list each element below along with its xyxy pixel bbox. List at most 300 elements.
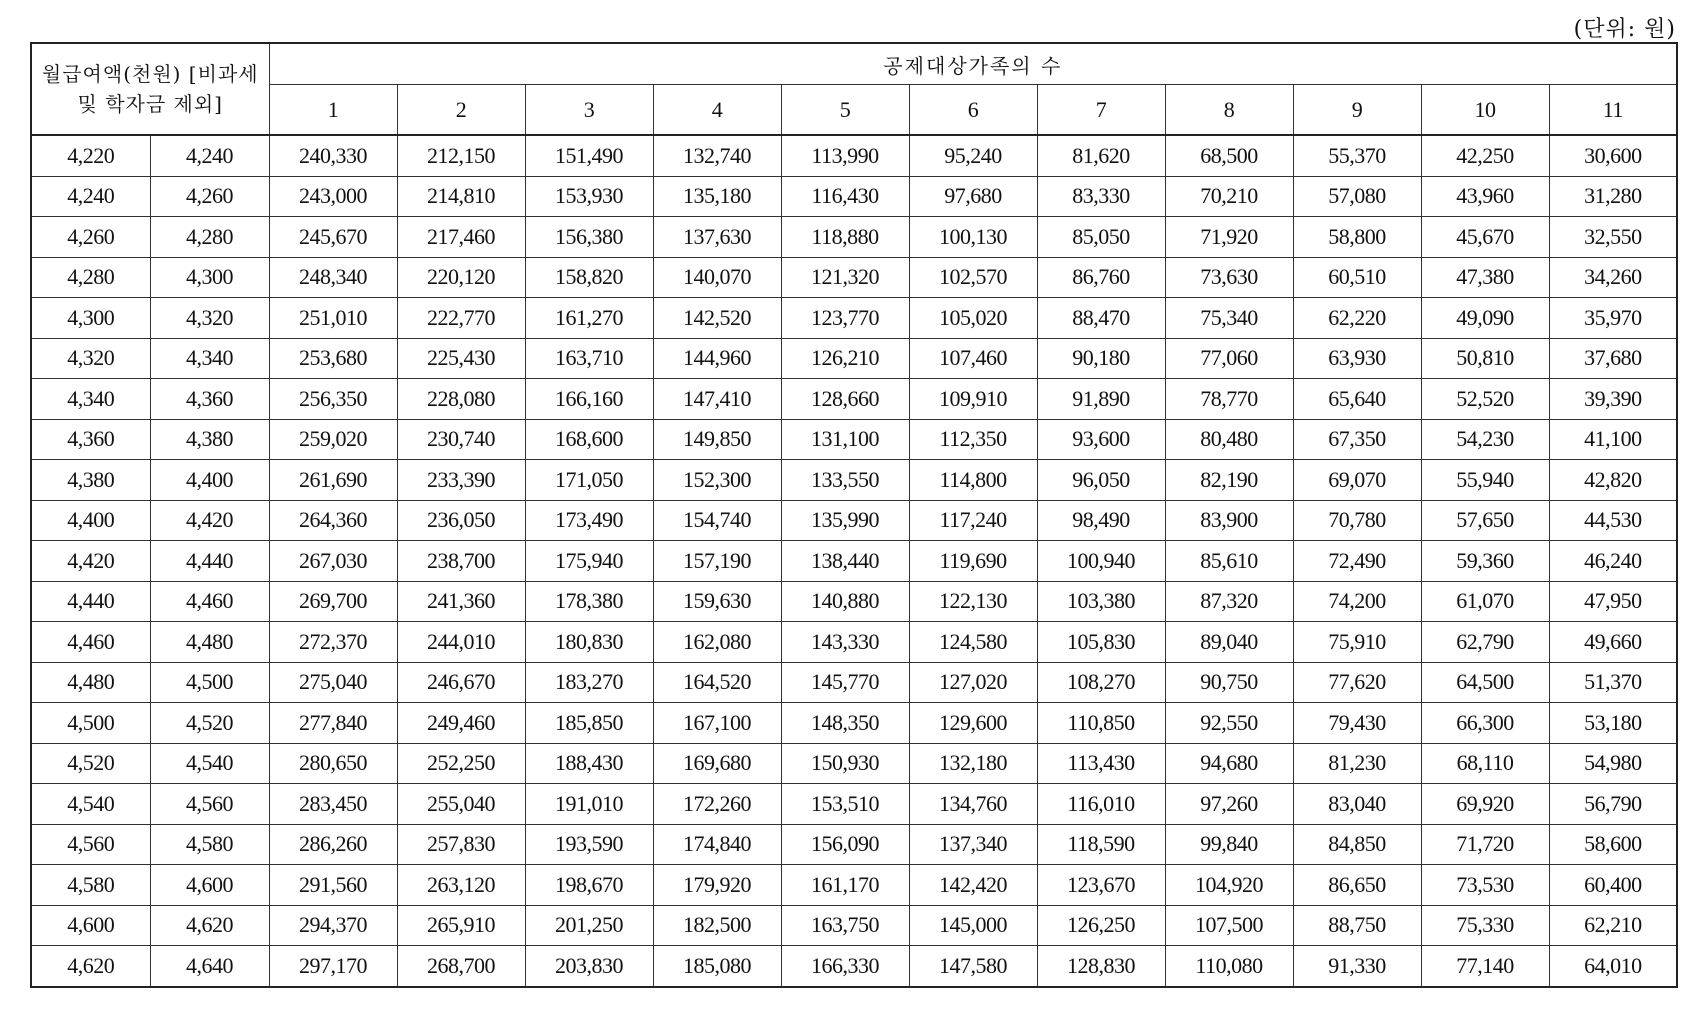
tax-amount-cell: 151,490: [525, 135, 653, 176]
income-from-cell: 4,380: [31, 460, 150, 501]
table-row: [31, 824, 1677, 865]
tax-amount-cell: 142,520: [653, 298, 781, 339]
family-count-8: 8: [1165, 85, 1293, 136]
tax-amount-cell: 198,670: [525, 865, 653, 906]
tax-amount-cell: 56,790: [1549, 784, 1677, 825]
family-count-3: 3: [525, 85, 653, 136]
tax-amount-cell: 126,210: [781, 338, 909, 379]
income-from-cell: 4,520: [31, 743, 150, 784]
tax-amount-cell: 182,500: [653, 905, 781, 946]
tax-amount-cell: 131,100: [781, 419, 909, 460]
tax-amount-cell: 156,090: [781, 824, 909, 865]
income-from-cell: 4,400: [31, 500, 150, 541]
tax-amount-cell: 75,340: [1165, 298, 1293, 339]
table-row: [31, 622, 1677, 663]
tax-amount-cell: 100,940: [1037, 541, 1165, 582]
tax-amount-cell: 60,510: [1293, 257, 1421, 298]
tax-amount-cell: 83,330: [1037, 176, 1165, 217]
tax-amount-cell: 49,090: [1421, 298, 1549, 339]
income-from-cell: 4,420: [31, 541, 150, 582]
income-to-cell: 4,420: [150, 500, 269, 541]
tax-amount-cell: 75,330: [1421, 905, 1549, 946]
tax-amount-cell: 163,750: [781, 905, 909, 946]
tax-amount-cell: 97,680: [909, 176, 1037, 217]
tax-amount-cell: 153,930: [525, 176, 653, 217]
tax-amount-cell: 159,630: [653, 581, 781, 622]
tax-amount-cell: 236,050: [397, 500, 525, 541]
tax-amount-cell: 161,270: [525, 298, 653, 339]
tax-amount-cell: 118,880: [781, 217, 909, 258]
tax-amount-cell: 49,660: [1549, 622, 1677, 663]
tax-amount-cell: 147,410: [653, 379, 781, 420]
tax-amount-cell: 64,010: [1549, 946, 1677, 987]
table-row: [31, 500, 1677, 541]
family-count-4: 4: [653, 85, 781, 136]
tax-amount-cell: 149,850: [653, 419, 781, 460]
tax-amount-cell: 58,800: [1293, 217, 1421, 258]
tax-amount-cell: 88,470: [1037, 298, 1165, 339]
tax-amount-cell: 71,920: [1165, 217, 1293, 258]
tax-amount-cell: 69,070: [1293, 460, 1421, 501]
tax-amount-cell: 169,680: [653, 743, 781, 784]
tax-amount-cell: 253,680: [269, 338, 397, 379]
tax-amount-cell: 252,250: [397, 743, 525, 784]
tax-amount-cell: 135,180: [653, 176, 781, 217]
family-count-header: 공제대상가족의 수: [269, 43, 1677, 85]
family-count-11: 11: [1549, 85, 1677, 136]
tax-amount-cell: 161,170: [781, 865, 909, 906]
tax-amount-cell: 171,050: [525, 460, 653, 501]
tax-amount-cell: 222,770: [397, 298, 525, 339]
tax-amount-cell: 173,490: [525, 500, 653, 541]
income-from-cell: 4,240: [31, 176, 150, 217]
income-to-cell: 4,500: [150, 662, 269, 703]
tax-amount-cell: 35,970: [1549, 298, 1677, 339]
family-count-5: 5: [781, 85, 909, 136]
tax-amount-cell: 69,920: [1421, 784, 1549, 825]
tax-amount-cell: 142,420: [909, 865, 1037, 906]
tax-amount-cell: 60,400: [1549, 865, 1677, 906]
tax-amount-cell: 108,270: [1037, 662, 1165, 703]
tax-amount-cell: 162,080: [653, 622, 781, 663]
tax-amount-cell: 51,370: [1549, 662, 1677, 703]
tax-amount-cell: 100,130: [909, 217, 1037, 258]
tax-amount-cell: 185,080: [653, 946, 781, 987]
tax-amount-cell: 42,820: [1549, 460, 1677, 501]
tax-amount-cell: 140,070: [653, 257, 781, 298]
tax-amount-cell: 95,240: [909, 135, 1037, 176]
tax-amount-cell: 77,140: [1421, 946, 1549, 987]
table-row: [31, 217, 1677, 258]
tax-amount-cell: 145,770: [781, 662, 909, 703]
tax-amount-cell: 94,680: [1165, 743, 1293, 784]
tax-amount-cell: 42,250: [1421, 135, 1549, 176]
income-from-cell: 4,540: [31, 784, 150, 825]
tax-amount-cell: 157,190: [653, 541, 781, 582]
tax-amount-cell: 107,460: [909, 338, 1037, 379]
tax-amount-cell: 230,740: [397, 419, 525, 460]
tax-amount-cell: 128,660: [781, 379, 909, 420]
table-row: [31, 905, 1677, 946]
tax-amount-cell: 168,600: [525, 419, 653, 460]
tax-amount-cell: 46,240: [1549, 541, 1677, 582]
tax-amount-cell: 144,960: [653, 338, 781, 379]
tax-amount-cell: 277,840: [269, 703, 397, 744]
tax-amount-cell: 172,260: [653, 784, 781, 825]
tax-amount-cell: 47,950: [1549, 581, 1677, 622]
tax-amount-cell: 79,430: [1293, 703, 1421, 744]
tax-amount-cell: 63,930: [1293, 338, 1421, 379]
tax-amount-cell: 77,620: [1293, 662, 1421, 703]
table-body: [31, 135, 1677, 987]
tax-amount-cell: 68,500: [1165, 135, 1293, 176]
tax-amount-cell: 175,940: [525, 541, 653, 582]
tax-amount-cell: 248,340: [269, 257, 397, 298]
income-to-cell: 4,240: [150, 135, 269, 176]
tax-amount-cell: 257,830: [397, 824, 525, 865]
unit-note: (단위: 원): [1573, 17, 1676, 42]
family-count-row: [31, 85, 1677, 136]
tax-amount-cell: 54,230: [1421, 419, 1549, 460]
tax-amount-cell: 143,330: [781, 622, 909, 663]
tax-amount-cell: 73,630: [1165, 257, 1293, 298]
tax-amount-cell: 154,740: [653, 500, 781, 541]
tax-amount-cell: 62,220: [1293, 298, 1421, 339]
family-count-1: 1: [269, 85, 397, 136]
tax-amount-cell: 145,000: [909, 905, 1037, 946]
tax-amount-cell: 39,390: [1549, 379, 1677, 420]
tax-amount-cell: 220,120: [397, 257, 525, 298]
tax-amount-cell: 97,260: [1165, 784, 1293, 825]
tax-amount-cell: 73,530: [1421, 865, 1549, 906]
tax-amount-cell: 98,490: [1037, 500, 1165, 541]
income-to-cell: 4,300: [150, 257, 269, 298]
income-from-cell: 4,360: [31, 419, 150, 460]
income-from-cell: 4,300: [31, 298, 150, 339]
income-to-cell: 4,520: [150, 703, 269, 744]
income-to-cell: 4,620: [150, 905, 269, 946]
income-to-cell: 4,480: [150, 622, 269, 663]
tax-amount-cell: 167,100: [653, 703, 781, 744]
tax-amount-cell: 71,720: [1421, 824, 1549, 865]
tax-amount-cell: 135,990: [781, 500, 909, 541]
tax-amount-cell: 156,380: [525, 217, 653, 258]
tax-amount-cell: 114,800: [909, 460, 1037, 501]
tax-amount-cell: 96,050: [1037, 460, 1165, 501]
tax-amount-cell: 193,590: [525, 824, 653, 865]
tax-amount-cell: 133,550: [781, 460, 909, 501]
tax-amount-cell: 183,270: [525, 662, 653, 703]
tax-amount-cell: 54,980: [1549, 743, 1677, 784]
tax-amount-cell: 251,010: [269, 298, 397, 339]
tax-amount-cell: 34,260: [1549, 257, 1677, 298]
tax-amount-cell: 50,810: [1421, 338, 1549, 379]
tax-amount-cell: 44,530: [1549, 500, 1677, 541]
tax-amount-cell: 121,320: [781, 257, 909, 298]
tax-amount-cell: 286,260: [269, 824, 397, 865]
table-row: [31, 743, 1677, 784]
tax-amount-cell: 249,460: [397, 703, 525, 744]
table-header: [31, 43, 1677, 135]
tax-amount-cell: 103,380: [1037, 581, 1165, 622]
tax-amount-cell: 113,430: [1037, 743, 1165, 784]
tax-amount-cell: 244,010: [397, 622, 525, 663]
tax-amount-cell: 163,710: [525, 338, 653, 379]
tax-amount-cell: 180,830: [525, 622, 653, 663]
tax-amount-cell: 150,930: [781, 743, 909, 784]
tax-amount-cell: 214,810: [397, 176, 525, 217]
tax-amount-cell: 134,760: [909, 784, 1037, 825]
tax-amount-cell: 241,360: [397, 581, 525, 622]
tax-amount-cell: 140,880: [781, 581, 909, 622]
income-to-cell: 4,460: [150, 581, 269, 622]
tax-amount-cell: 55,940: [1421, 460, 1549, 501]
tax-amount-cell: 68,110: [1421, 743, 1549, 784]
tax-amount-cell: 123,670: [1037, 865, 1165, 906]
tax-amount-cell: 61,070: [1421, 581, 1549, 622]
tax-amount-cell: 124,580: [909, 622, 1037, 663]
withholding-tax-table: [30, 42, 1678, 988]
tax-amount-cell: 113,990: [781, 135, 909, 176]
tax-amount-cell: 110,850: [1037, 703, 1165, 744]
tax-amount-cell: 246,670: [397, 662, 525, 703]
tax-amount-cell: 77,060: [1165, 338, 1293, 379]
income-from-cell: 4,280: [31, 257, 150, 298]
tax-amount-cell: 243,000: [269, 176, 397, 217]
income-from-cell: 4,320: [31, 338, 150, 379]
tax-amount-cell: 228,080: [397, 379, 525, 420]
tax-amount-cell: 59,360: [1421, 541, 1549, 582]
tax-amount-cell: 105,830: [1037, 622, 1165, 663]
tax-amount-cell: 272,370: [269, 622, 397, 663]
family-count-10: 10: [1421, 85, 1549, 136]
tax-amount-cell: 30,600: [1549, 135, 1677, 176]
tax-amount-cell: 268,700: [397, 946, 525, 987]
tax-amount-cell: 55,370: [1293, 135, 1421, 176]
income-to-cell: 4,640: [150, 946, 269, 987]
tax-amount-cell: 137,340: [909, 824, 1037, 865]
tax-amount-cell: 212,150: [397, 135, 525, 176]
tax-amount-cell: 57,650: [1421, 500, 1549, 541]
tax-amount-cell: 99,840: [1165, 824, 1293, 865]
tax-amount-cell: 92,550: [1165, 703, 1293, 744]
tax-amount-cell: 83,900: [1165, 500, 1293, 541]
tax-amount-cell: 53,180: [1549, 703, 1677, 744]
table-row: [31, 460, 1677, 501]
table-row: [31, 298, 1677, 339]
income-from-cell: 4,340: [31, 379, 150, 420]
tax-amount-cell: 294,370: [269, 905, 397, 946]
tax-amount-cell: 164,520: [653, 662, 781, 703]
tax-amount-cell: 66,300: [1421, 703, 1549, 744]
table-row: [31, 662, 1677, 703]
tax-amount-cell: 217,460: [397, 217, 525, 258]
tax-amount-cell: 37,680: [1549, 338, 1677, 379]
tax-amount-cell: 255,040: [397, 784, 525, 825]
tax-amount-cell: 179,920: [653, 865, 781, 906]
tax-amount-cell: 138,440: [781, 541, 909, 582]
income-from-cell: 4,220: [31, 135, 150, 176]
tax-amount-cell: 153,510: [781, 784, 909, 825]
tax-amount-cell: 83,040: [1293, 784, 1421, 825]
tax-amount-cell: 80,480: [1165, 419, 1293, 460]
tax-amount-cell: 203,830: [525, 946, 653, 987]
tax-amount-cell: 43,960: [1421, 176, 1549, 217]
tax-amount-cell: 47,380: [1421, 257, 1549, 298]
tax-amount-cell: 240,330: [269, 135, 397, 176]
tax-amount-cell: 267,030: [269, 541, 397, 582]
tax-amount-cell: 58,600: [1549, 824, 1677, 865]
tax-amount-cell: 238,700: [397, 541, 525, 582]
tax-amount-cell: 91,330: [1293, 946, 1421, 987]
table-row: [31, 338, 1677, 379]
income-to-cell: 4,440: [150, 541, 269, 582]
family-count-9: 9: [1293, 85, 1421, 136]
tax-amount-cell: 256,350: [269, 379, 397, 420]
tax-amount-cell: 122,130: [909, 581, 1037, 622]
tax-amount-cell: 85,610: [1165, 541, 1293, 582]
tax-amount-cell: 233,390: [397, 460, 525, 501]
income-to-cell: 4,380: [150, 419, 269, 460]
tax-amount-cell: 89,040: [1165, 622, 1293, 663]
tax-amount-cell: 123,770: [781, 298, 909, 339]
tax-amount-cell: 32,550: [1549, 217, 1677, 258]
tax-amount-cell: 117,240: [909, 500, 1037, 541]
table-row: [31, 946, 1677, 987]
table-row: [31, 784, 1677, 825]
tax-amount-cell: 291,560: [269, 865, 397, 906]
tax-amount-cell: 62,790: [1421, 622, 1549, 663]
income-to-cell: 4,280: [150, 217, 269, 258]
tax-amount-cell: 119,690: [909, 541, 1037, 582]
tax-amount-cell: 91,890: [1037, 379, 1165, 420]
tax-amount-cell: 81,620: [1037, 135, 1165, 176]
tax-amount-cell: 110,080: [1165, 946, 1293, 987]
table-row: [31, 703, 1677, 744]
tax-amount-cell: 132,740: [653, 135, 781, 176]
tax-amount-cell: 52,520: [1421, 379, 1549, 420]
table-row: [31, 135, 1677, 176]
tax-amount-cell: 297,170: [269, 946, 397, 987]
income-from-cell: 4,460: [31, 622, 150, 663]
tax-amount-cell: 280,650: [269, 743, 397, 784]
tax-amount-cell: 269,700: [269, 581, 397, 622]
income-from-cell: 4,560: [31, 824, 150, 865]
tax-amount-cell: 166,330: [781, 946, 909, 987]
income-to-cell: 4,600: [150, 865, 269, 906]
income-to-cell: 4,340: [150, 338, 269, 379]
tax-amount-cell: 90,750: [1165, 662, 1293, 703]
income-from-cell: 4,580: [31, 865, 150, 906]
table-row: [31, 581, 1677, 622]
tax-amount-cell: 104,920: [1165, 865, 1293, 906]
tax-amount-cell: 107,500: [1165, 905, 1293, 946]
income-range-header: 월급여액(천원) [비과세 및 학자금 제외]: [31, 43, 269, 135]
tax-amount-cell: 45,670: [1421, 217, 1549, 258]
table-row: [31, 541, 1677, 582]
tax-amount-cell: 148,350: [781, 703, 909, 744]
income-from-cell: 4,480: [31, 662, 150, 703]
tax-amount-cell: 105,020: [909, 298, 1037, 339]
tax-amount-cell: 93,600: [1037, 419, 1165, 460]
tax-amount-cell: 275,040: [269, 662, 397, 703]
tax-amount-cell: 225,430: [397, 338, 525, 379]
income-from-cell: 4,620: [31, 946, 150, 987]
tax-amount-cell: 283,450: [269, 784, 397, 825]
income-to-cell: 4,260: [150, 176, 269, 217]
tax-amount-cell: 166,160: [525, 379, 653, 420]
tax-amount-cell: 263,120: [397, 865, 525, 906]
income-from-cell: 4,440: [31, 581, 150, 622]
tax-amount-cell: 137,630: [653, 217, 781, 258]
income-to-cell: 4,560: [150, 784, 269, 825]
tax-amount-cell: 245,670: [269, 217, 397, 258]
tax-amount-cell: 88,750: [1293, 905, 1421, 946]
tax-amount-cell: 132,180: [909, 743, 1037, 784]
tax-amount-cell: 82,190: [1165, 460, 1293, 501]
tax-amount-cell: 70,780: [1293, 500, 1421, 541]
tax-amount-cell: 64,500: [1421, 662, 1549, 703]
tax-amount-cell: 185,850: [525, 703, 653, 744]
tax-amount-cell: 75,910: [1293, 622, 1421, 663]
tax-amount-cell: 152,300: [653, 460, 781, 501]
tax-amount-cell: 57,080: [1293, 176, 1421, 217]
tax-amount-cell: 81,230: [1293, 743, 1421, 784]
tax-amount-cell: 118,590: [1037, 824, 1165, 865]
tax-amount-cell: 70,210: [1165, 176, 1293, 217]
income-from-cell: 4,500: [31, 703, 150, 744]
tax-amount-cell: 78,770: [1165, 379, 1293, 420]
table-row: [31, 379, 1677, 420]
tax-amount-cell: 87,320: [1165, 581, 1293, 622]
income-from-cell: 4,260: [31, 217, 150, 258]
tax-amount-cell: 128,830: [1037, 946, 1165, 987]
tax-amount-cell: 41,100: [1549, 419, 1677, 460]
tax-amount-cell: 84,850: [1293, 824, 1421, 865]
tax-amount-cell: 74,200: [1293, 581, 1421, 622]
tax-amount-cell: 126,250: [1037, 905, 1165, 946]
table-row: [31, 176, 1677, 217]
table-row: [31, 419, 1677, 460]
table-row: [31, 865, 1677, 906]
tax-amount-cell: 116,010: [1037, 784, 1165, 825]
tax-amount-cell: 178,380: [525, 581, 653, 622]
table-row: [31, 257, 1677, 298]
tax-amount-cell: 127,020: [909, 662, 1037, 703]
tax-amount-cell: 174,840: [653, 824, 781, 865]
income-to-cell: 4,580: [150, 824, 269, 865]
tax-amount-cell: 109,910: [909, 379, 1037, 420]
income-from-cell: 4,600: [31, 905, 150, 946]
tax-amount-cell: 158,820: [525, 257, 653, 298]
tax-amount-cell: 129,600: [909, 703, 1037, 744]
tax-amount-cell: 265,910: [397, 905, 525, 946]
tax-amount-cell: 85,050: [1037, 217, 1165, 258]
tax-amount-cell: 62,210: [1549, 905, 1677, 946]
tax-amount-cell: 65,640: [1293, 379, 1421, 420]
tax-amount-cell: 264,360: [269, 500, 397, 541]
income-to-cell: 4,320: [150, 298, 269, 339]
tax-amount-cell: 31,280: [1549, 176, 1677, 217]
tax-amount-cell: 112,350: [909, 419, 1037, 460]
tax-amount-cell: 191,010: [525, 784, 653, 825]
tax-amount-cell: 102,570: [909, 257, 1037, 298]
tax-amount-cell: 67,350: [1293, 419, 1421, 460]
family-count-2: 2: [397, 85, 525, 136]
income-to-cell: 4,360: [150, 379, 269, 420]
tax-amount-cell: 86,760: [1037, 257, 1165, 298]
tax-amount-cell: 86,650: [1293, 865, 1421, 906]
